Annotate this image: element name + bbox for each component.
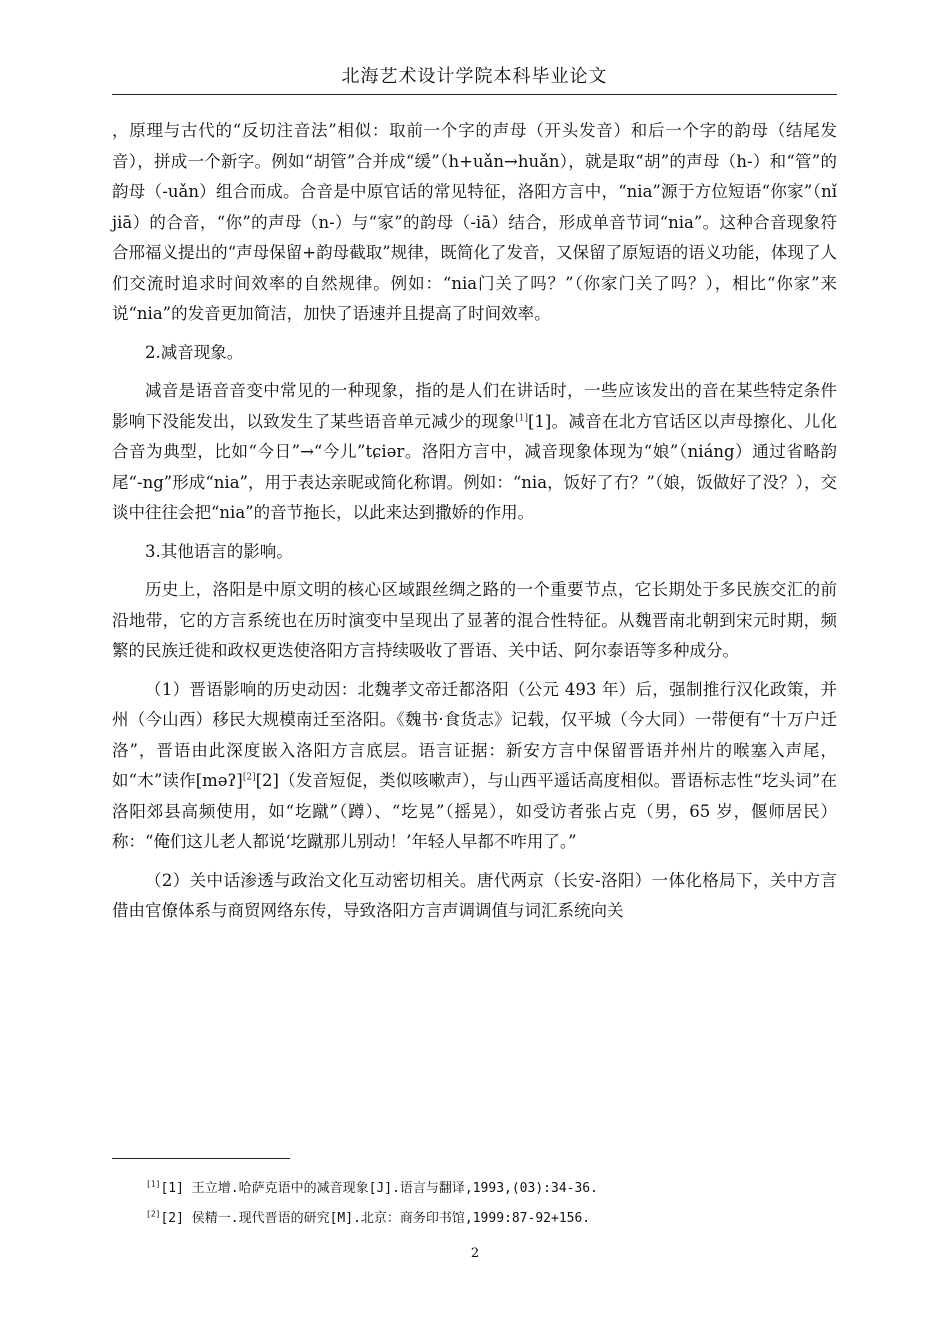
footnote-mark-2: [2] bbox=[146, 1209, 161, 1219]
footnote-text-2: [2] 侯精一.现代晋语的研究[M].北京：商务印书馆,1999:87-92+156. bbox=[160, 1211, 591, 1226]
footnote-2 bbox=[146, 1204, 836, 1234]
page-number: 2 bbox=[470, 1246, 480, 1261]
paragraph-2-part-b: [1]。减音在北方官话区以声母擦化、儿化合音为典型，比如“今日”→“今儿”tɕiər。洛阳方言中，减音现象体现为“娘”（niáng）通过省略韵尾“-ng”形成“nia”，用于表达亲昵或简化称谓。例如：“nia，饭好了冇？”（娘，饭做好了没？），交谈中往往会把“nia”的音节拖长，以此来达到撒娇的作用。 bbox=[112, 411, 838, 522]
body-text bbox=[112, 116, 837, 927]
paragraph-1: ，原理与古代的“反切注音法”相似：取前一个字的声母（开头发音）和后一个字的韵母（结尾发音），拼成一个新字。例如“胡管”合并成“缓”（h+uǎn→huǎn），就是取“胡”的声母（h-）和“管”的韵母（-uǎn）组合而成。合音是中原官话的常见特征，洛阳方言中，“nia”源于方位短语“你家”（nǐ jiā）的合音，“你”的声母（n-）与“家”的韵母（-iā）结合，形成单音节词“nia”。这种合音现象符合邢福义提出的“声母保留+韵母截取”规律，既简化了发音，又保留了原短语的语义功能，体现了人们交流时追求时间效率的自然规律。例如：“nia门关了吗？”（你家门关了吗？），相比“你家”来说“nia”的发音更加简洁，加快了语速并且提高了时间效率。 bbox=[112, 121, 837, 323]
paragraph-4-part-b: [2]（发音短促，类似咳嗽声），与山西平遥话高度相似。晋语标志性“圪头词”在洛阳郊县高频使用，如“圪蹴”（蹲）、“圪晃”（摇晃），如受访者张占克（男，65 岁，偃师居民）称：“俺们这儿老人都说‘圪蹴那儿别动！’年轻人早都不咋用了。” bbox=[112, 771, 837, 851]
footnote-ref-2[interactable]: [2] bbox=[242, 772, 256, 783]
footnote-1 bbox=[146, 1174, 836, 1204]
footnote-mark-1: [1] bbox=[146, 1179, 161, 1189]
section-heading-2: 2.减音现象。 bbox=[145, 342, 244, 362]
paragraph-3: 历史上，洛阳是中原文明的核心区域跟丝绸之路的一个重要节点，它长期处于多民族交汇的前沿地带，它的方言系统也在历时演变中呈现出了显著的混合性特征。从魏晋南北朝到宋元时期，频繁的民族迁徙和政权更迭使洛阳方言持续吸收了晋语、关中话、阿尔泰语等多种成分。 bbox=[112, 580, 837, 660]
section-heading-3: 3.其他语言的影响。 bbox=[145, 541, 293, 561]
paragraph-4 bbox=[112, 675, 837, 858]
footnote-text-1: [1] 王立增.哈萨克语中的减音现象[J].语言与翻译,1993,(03):34-36. bbox=[160, 1181, 598, 1196]
footnote-ref-1[interactable]: [1] bbox=[515, 413, 528, 423]
paragraph-5: （2）关中话渗透与政治文化互动密切相关。唐代两京（长安-洛阳）一体化格局下，关中方言借由官僚体系与商贸网络东传，导致洛阳方言声调调值与词汇系统向关 bbox=[112, 870, 837, 920]
running-header: 北海艺术设计学院本科毕业论文 bbox=[341, 66, 608, 87]
paragraph-4-part-a: （1）晋语影响的历史动因：北魏孝文帝迁都洛阳（公元 493 年）后，强制推行汉化政策，并州（今山西）移民大规模南迁至洛阳。《魏书·食货志》记载，仅平城（今大同）一带便有“十万户迁洛”，晋语由此深度嵌入洛阳方言底层。语言证据：新安方言中保留晋语并州片的喉塞入声尾，如“木”读作[məʔ] bbox=[112, 679, 837, 790]
footnotes bbox=[146, 1174, 836, 1234]
paragraph-2 bbox=[112, 376, 837, 529]
paragraph-2-part-a: 减音是语音音变中常见的一种现象，指的是人们在讲话时，一些应该发出的音在某些特定条件影响下没能发出，以致发生了某些语音单元减少的现象 bbox=[112, 381, 837, 431]
header-rule bbox=[112, 94, 837, 95]
footnote-rule bbox=[112, 1158, 290, 1159]
